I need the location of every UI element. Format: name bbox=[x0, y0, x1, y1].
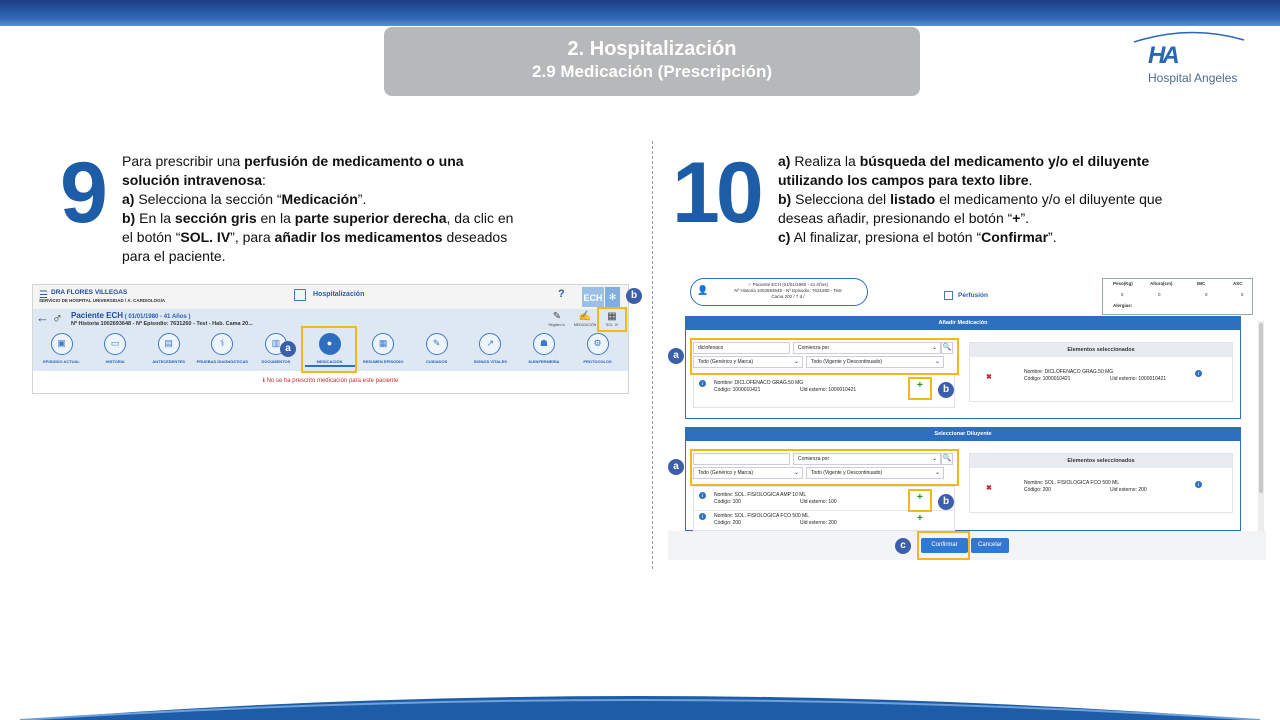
hospital-building-icon bbox=[294, 289, 306, 301]
action-label[interactable]: Registro IL bbox=[548, 323, 566, 327]
result-ext: Uid externo: 100 bbox=[800, 499, 837, 505]
step9-a: a) Selecciona la sección “Medicación”. bbox=[122, 191, 367, 207]
step10-instructions bbox=[778, 152, 1198, 247]
add-plus-button[interactable]: + bbox=[917, 513, 923, 524]
badge-b-1: b bbox=[938, 382, 954, 398]
step10-b: b) Selecciona del listado el medicamento y/o el diluyente que deseas añadir, presionando el botón “+”. bbox=[778, 191, 1163, 226]
badge-c: c bbox=[895, 538, 911, 554]
medication-match-select[interactable]: Comienza por ⌄ bbox=[793, 342, 941, 354]
back-arrow-icon[interactable]: ← bbox=[36, 310, 49, 325]
chevron-down-icon: ⌄ bbox=[934, 359, 940, 365]
badge-b-2: b bbox=[938, 494, 954, 510]
action-label[interactable]: MEDICACIÓN bbox=[573, 323, 597, 327]
vital-header: IMC bbox=[1197, 281, 1206, 286]
nav-label: DOCUMENTOS bbox=[261, 359, 291, 364]
nav-icon: ▦ bbox=[372, 333, 394, 355]
nav-label: PRUEBAS DIAGNÓSTICAS bbox=[196, 359, 248, 364]
medication-pen-icon[interactable]: ✍ bbox=[578, 311, 592, 322]
info-icon[interactable]: i bbox=[1195, 481, 1202, 488]
step9-instructions bbox=[122, 152, 522, 266]
remove-icon[interactable]: ✖ bbox=[986, 485, 992, 492]
add-plus-button[interactable]: + bbox=[917, 380, 923, 391]
nav-label: ANTECEDENTES bbox=[152, 359, 186, 364]
result-name: Nombre: DICLOFENACO GRAG.50 MG bbox=[714, 380, 804, 386]
badge-b: b bbox=[626, 288, 642, 304]
slide-title: 2. Hospitalización bbox=[567, 38, 737, 60]
step10-c: c) Al finalizar, presiona el botón “Confirmar”. bbox=[778, 229, 1057, 245]
confirm-button[interactable]: Confirmar bbox=[921, 538, 968, 553]
nav-antecedentes[interactable] bbox=[142, 332, 195, 371]
vital-value: 0 bbox=[1121, 292, 1124, 297]
logo-mark: HA bbox=[1148, 42, 1177, 69]
hospital-logo bbox=[1130, 28, 1250, 90]
add-medication-title: Añadir Medicación bbox=[686, 317, 1240, 330]
highlight-medicacion bbox=[301, 326, 357, 373]
step10-a: a) Realiza la búsqueda del medicamento y/o el diluyente utilizando los campos para texto libre. bbox=[778, 153, 1150, 188]
nav-label: M.ENFERMERÍA bbox=[528, 359, 560, 364]
chevron-down-icon: ⌄ bbox=[931, 456, 937, 462]
info-icon[interactable]: i bbox=[699, 380, 706, 387]
chevron-down-icon: ⌄ bbox=[931, 345, 937, 351]
info-icon[interactable]: i bbox=[699, 513, 706, 520]
nav-icon: ▣ bbox=[51, 333, 73, 355]
ech-logo: ECH bbox=[582, 287, 604, 307]
nav-label: EPISODIO ACTUAL bbox=[43, 359, 80, 364]
sol-iv-icon[interactable]: ▦ bbox=[607, 311, 617, 322]
step-number-9: 9 bbox=[60, 145, 104, 241]
action-label[interactable]: SOL. IV bbox=[605, 323, 619, 327]
vitals-box bbox=[1102, 278, 1253, 315]
logo-text: Hospital Angeles bbox=[1148, 71, 1238, 85]
diluent-match-select[interactable]: Comienza por ⌄ bbox=[793, 453, 941, 465]
patient-info: Nº Historia 1002693648 - Nº Episodio: 7631260 - Test - Hab. Cama 20... bbox=[71, 321, 253, 327]
nav-protocolos[interactable] bbox=[571, 332, 624, 371]
vital-value: 0 bbox=[1205, 292, 1208, 297]
nav-signos-vitales[interactable] bbox=[464, 332, 517, 371]
medication-selected-box bbox=[969, 342, 1233, 402]
info-icon[interactable]: i bbox=[1195, 370, 1202, 377]
selected-code: Código: 200 bbox=[1024, 487, 1051, 493]
badge-a-1: a bbox=[668, 348, 684, 364]
module-title: Hospitalización bbox=[313, 291, 365, 298]
cancel-button[interactable]: Cancelar bbox=[971, 538, 1009, 553]
result-ext: Uid externo: 1000010421 bbox=[800, 387, 857, 393]
nav-icon: ▭ bbox=[104, 333, 126, 355]
nav-label: CUIDADOS bbox=[426, 359, 448, 364]
bottom-wave bbox=[0, 680, 1280, 720]
step9-b: b) En la sección gris en la parte superior derecha, da clic en el botón “SOL. IV”, para añadir los medicamentos deseados para el paciente. bbox=[122, 210, 514, 264]
doctor-name: DRA FLORES VILLEGAS bbox=[51, 289, 128, 296]
nav-m-enfermería[interactable] bbox=[517, 332, 570, 371]
service-name: SERVICIO DE HOSPITAL UNIVERSIDAD / A. CARDIOLOGÍA bbox=[39, 298, 166, 303]
ech-gear-icon: ✻ bbox=[605, 287, 620, 307]
medication-search-input[interactable]: diclofenaco bbox=[693, 342, 790, 354]
result-name: Nombre: SOL. FISIOLOGICA AMP 10 ML bbox=[714, 492, 807, 498]
highlight-sol-iv bbox=[597, 307, 627, 332]
top-band bbox=[0, 0, 1280, 26]
module-title-perfusion: Perfusión bbox=[958, 292, 988, 299]
nav-episodio-actual[interactable] bbox=[35, 332, 88, 371]
diluent-selected-box bbox=[969, 453, 1233, 513]
result-code: Código: 100 bbox=[714, 499, 741, 505]
vital-header: Peso(Kg) bbox=[1113, 281, 1133, 286]
badge-a-2: a bbox=[668, 459, 684, 475]
selected-name: Nombre: DICLOFENACO GRAG.50 MG bbox=[1024, 369, 1114, 375]
patient-name: Paciente ECH ( 01/01/1980 - 41 Años ) bbox=[71, 311, 191, 320]
perfusion-icon bbox=[944, 291, 953, 300]
patient-card-text: ♂ Paciente ECH (01/01/1980 - 41 Años) Nº Historia 1002693648 - Nº Episodio: 7631260 - Test Cama 202 / 7 d / bbox=[734, 282, 842, 299]
result-item bbox=[694, 510, 954, 528]
nav-label: PROTOCOLOS bbox=[583, 359, 612, 364]
medication-search-button[interactable]: 🔍 bbox=[941, 342, 953, 354]
help-icon[interactable]: ? bbox=[558, 288, 565, 300]
nav-cuidados[interactable] bbox=[410, 332, 463, 371]
selected-code: Código: 1000010421 bbox=[1024, 376, 1071, 382]
selected-ext: Uid externo: 200 bbox=[1110, 487, 1147, 493]
medication-type-select[interactable]: Todo (Genérico y Marca) ⌄ bbox=[693, 356, 803, 368]
selected-name: Nombre: SOL. FISIOLOGICA FCO 500 ML bbox=[1024, 480, 1120, 486]
patient-card bbox=[690, 278, 868, 306]
registry-icon[interactable]: ✎ bbox=[552, 311, 562, 322]
info-icon[interactable]: i bbox=[699, 492, 706, 499]
result-name: Nombre: SOL. FISIOLOGICA FCO 500 ML bbox=[714, 513, 810, 519]
slide-subtitle: 2.9 Medicación (Prescripción) bbox=[532, 62, 772, 81]
male-gender-icon: ♂ bbox=[52, 310, 63, 326]
diluent-search-button[interactable]: 🔍 bbox=[941, 453, 953, 465]
nav-icon: ⚙ bbox=[587, 333, 609, 355]
result-ext: Uid externo: 200 bbox=[800, 520, 837, 526]
nav-label: MEDICACIÓN bbox=[316, 359, 343, 364]
column-divider bbox=[652, 141, 653, 569]
vital-value: 0 bbox=[1241, 292, 1244, 297]
select-diluent-title: Seleccionar Diluyente bbox=[686, 428, 1240, 441]
remove-icon[interactable]: ✖ bbox=[986, 374, 992, 381]
nav-resumen-episodio[interactable] bbox=[357, 332, 410, 371]
medication-status-select[interactable]: Todo (Vigente y Descontinuado) ⌄ bbox=[806, 356, 944, 368]
nav-icon: ⚕ bbox=[211, 333, 233, 355]
nav-label: RESUMEN EPISODIO bbox=[362, 359, 404, 364]
nav-icon: ▤ bbox=[158, 333, 180, 355]
nav-label: HISTORIA bbox=[105, 359, 125, 364]
badge-a: a bbox=[280, 341, 296, 357]
scrollbar[interactable] bbox=[1258, 321, 1264, 531]
add-plus-button[interactable]: + bbox=[917, 492, 923, 503]
chevron-down-icon: ⌄ bbox=[793, 359, 799, 365]
diluent-type-select[interactable]: Todo (Genérico y Marca) ⌄ bbox=[693, 467, 803, 479]
title-box bbox=[384, 27, 920, 96]
step-number-10: 10 bbox=[672, 145, 760, 241]
scrollbar-thumb[interactable] bbox=[1259, 323, 1263, 493]
selected-title: Elementos seleccionados bbox=[970, 343, 1232, 357]
screenshot-perfusion bbox=[668, 276, 1266, 560]
nav-icon: ▥ bbox=[265, 333, 287, 355]
highlight-plus-1 bbox=[908, 377, 932, 400]
nav-label: SIGNOS VITALES bbox=[473, 359, 507, 364]
chevron-down-icon: ⌄ bbox=[934, 470, 940, 476]
result-code: Código: 1000010421 bbox=[714, 387, 761, 393]
nav-pruebas-diagnósticas[interactable] bbox=[196, 332, 249, 371]
highlight-confirm bbox=[917, 531, 970, 560]
app-header bbox=[33, 285, 628, 309]
nav-historia[interactable] bbox=[89, 332, 142, 371]
selected-title: Elementos seleccionados bbox=[970, 454, 1232, 468]
nav-icon: ✎ bbox=[426, 333, 448, 355]
nav-icon: ● bbox=[319, 333, 341, 355]
result-code: Código: 200 bbox=[714, 520, 741, 526]
vital-value: 0 bbox=[1158, 292, 1161, 297]
highlight-search-1 bbox=[690, 338, 959, 375]
empty-medication-message: ℹ No se ha prescrito medicación para este paciente bbox=[262, 378, 399, 384]
step9-intro: Para prescribir una perfusión de medicamento o una solución intravenosa: bbox=[122, 153, 464, 188]
nav-icon: ☗ bbox=[533, 333, 555, 355]
selected-ext: Uid externo: 1000010421 bbox=[1110, 376, 1167, 382]
nav-icon: ↗ bbox=[479, 333, 501, 355]
vital-header: ASC bbox=[1233, 281, 1243, 286]
highlight-plus-2 bbox=[908, 489, 932, 512]
chevron-down-icon: ⌄ bbox=[793, 470, 799, 476]
user-icon: 👤 bbox=[697, 285, 709, 295]
diluent-status-select[interactable]: Todo (Vigente y Descontinuado) ⌄ bbox=[806, 467, 944, 479]
allergies-label: Alergias: bbox=[1113, 303, 1133, 308]
vital-header: Altura(cm) bbox=[1150, 281, 1173, 286]
menu-icon[interactable]: ☰ bbox=[39, 290, 48, 301]
highlight-search-2 bbox=[690, 449, 959, 486]
